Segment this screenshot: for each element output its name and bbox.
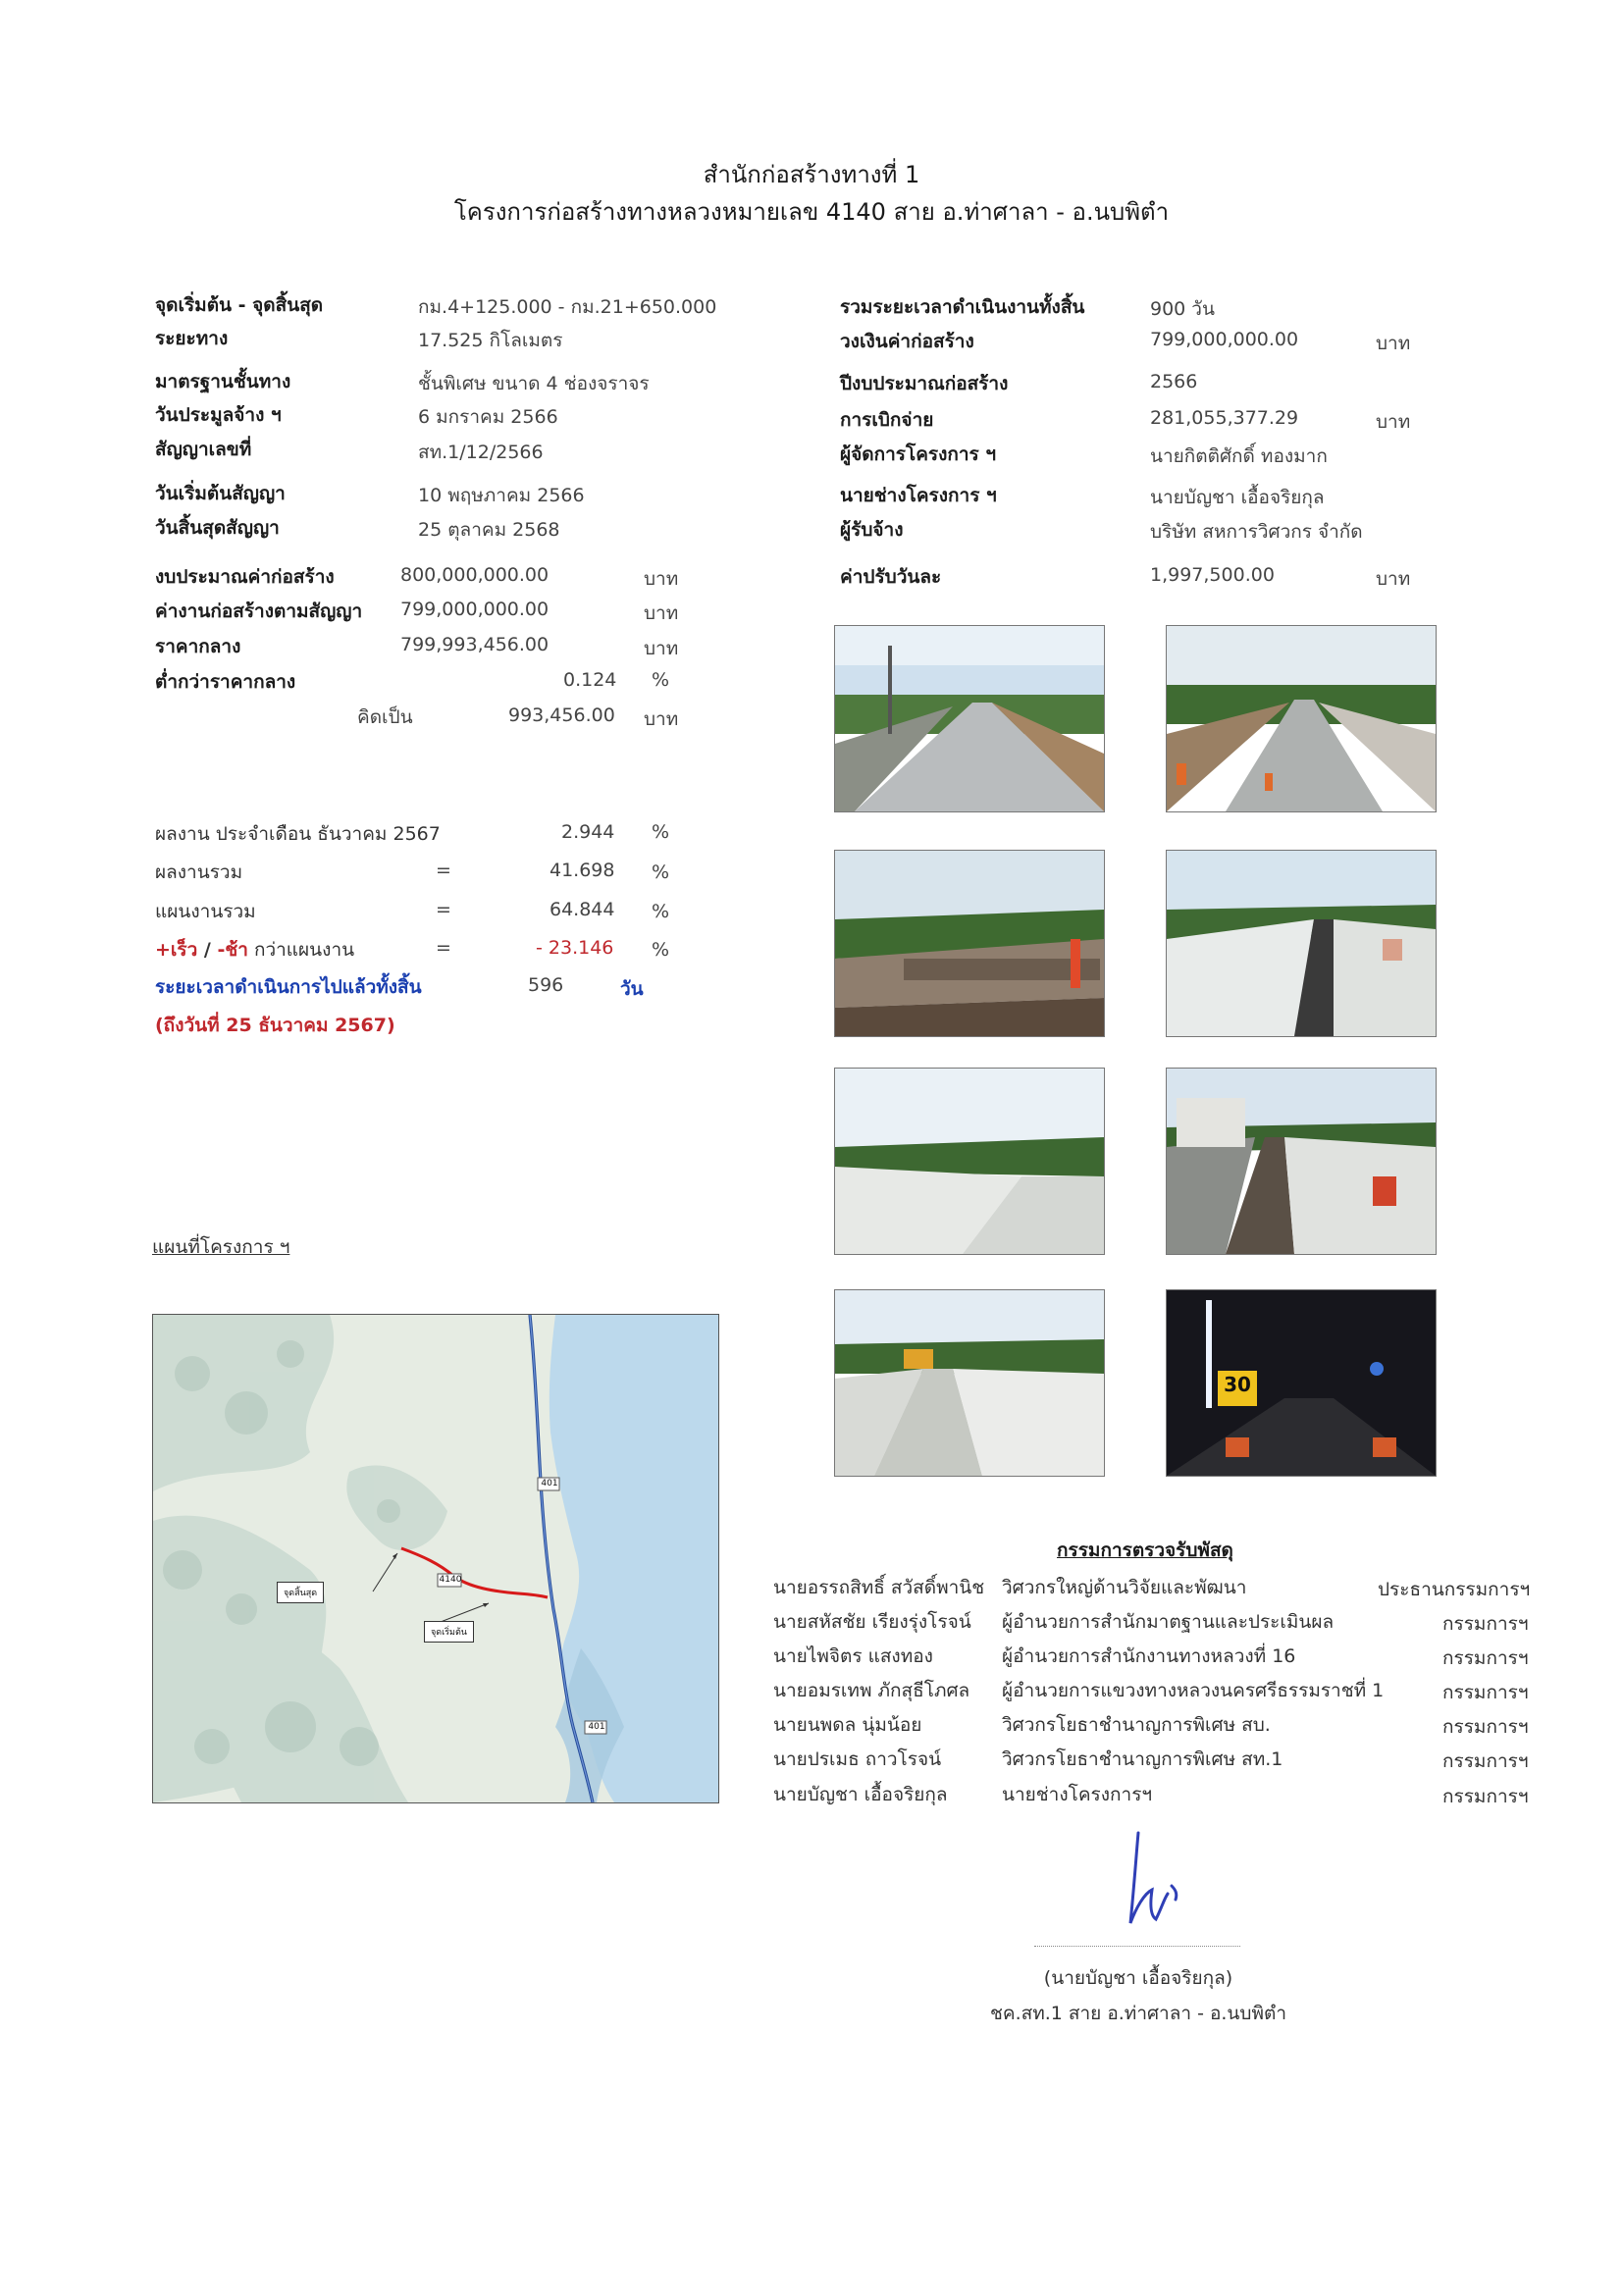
monthly-progress-pct: % (652, 821, 670, 843)
budget-label: งบประมาณค่าก่อสร้าง (155, 566, 335, 588)
site-photo-night (1166, 1289, 1437, 1477)
member-position: กรรมการฯ (1442, 1647, 1529, 1669)
info-right-value: บริษัท สหการวิศวกร จำกัด (1150, 521, 1363, 543)
info-right-label: นายช่างโครงการ ฯ (840, 485, 997, 506)
total-progress-pct: % (652, 861, 670, 883)
calc-label: คิดเป็น (357, 706, 413, 728)
info-left-label: วันเริ่มต้นสัญญา (155, 483, 286, 504)
budget-unit: % (652, 669, 670, 691)
info-right-value: 900 วัน (1150, 298, 1215, 320)
penalty-unit: บาท (1376, 568, 1411, 590)
site-photo (834, 625, 1105, 812)
member-name: นายสหัสชัย เรียงรุ่งโรจน์ (773, 1611, 971, 1633)
project-title: โครงการก่อสร้างทางหลวงหมายเลข 4140 สาย อ.ท่าศาลา - อ.นบพิตำ (453, 198, 1170, 226)
budget-unit: บาท (644, 638, 679, 659)
penalty-label: ค่าปรับวันละ (840, 566, 942, 588)
info-right-value: นายกิตติศักดิ์ ทองมาก (1150, 445, 1328, 467)
signature-line (1034, 1946, 1240, 1947)
member-role: นายช่างโครงการฯ (1002, 1784, 1153, 1805)
info-left-label: จุดเริ่มต้น - จุดสิ้นสุด (155, 294, 324, 316)
penalty-value: 1,997,500.00 (1150, 564, 1275, 586)
member-name: นายปรเมธ ถาวโรจน์ (773, 1748, 942, 1770)
map-title: แผนที่โครงการ ฯ (152, 1236, 290, 1258)
member-role: วิศวกรโยธาชำนาญการพิเศษ สท.1 (1002, 1748, 1283, 1770)
member-name: นายบัญชา เอื้อจริยกุล (773, 1784, 948, 1805)
diff-fast: +เร็ว (155, 939, 198, 961)
monthly-progress-value: 2.944 (561, 821, 615, 843)
budget-value: 799,993,456.00 (400, 634, 550, 655)
info-left-value: 10 พฤษภาคม 2566 (418, 485, 585, 506)
budget-label: ต่ำกว่าราคากลาง (155, 671, 296, 693)
total-progress-value: 41.698 (550, 860, 615, 881)
info-right-value: 799,000,000.00 (1150, 329, 1299, 350)
route-4140-label: 4140 (439, 1575, 462, 1585)
route-401-bottom-label: 401 (588, 1722, 605, 1732)
diff-pct: % (652, 939, 670, 961)
map-graphic (153, 1315, 718, 1802)
info-left-value: 25 ตุลาคม 2568 (418, 519, 560, 541)
info-right-label: วงเงินค่าก่อสร้าง (840, 331, 974, 352)
elapsed-label: ระยะเวลาดำเนินการไปแล้วทั้งสิ้น (155, 976, 422, 998)
budget-value: 800,000,000.00 (400, 564, 550, 586)
info-right-value: 2566 (1150, 371, 1198, 392)
route-401-top-label: 401 (541, 1479, 558, 1488)
info-left-value: สท.1/12/2566 (418, 442, 544, 463)
info-right-label: รวมระยะเวลาดำเนินงานทั้งสิ้น (840, 296, 1085, 318)
diff-eq: = (436, 937, 451, 959)
info-right-value: 281,055,377.29 (1150, 407, 1299, 429)
map-label-end: จุดสิ้นสุด (277, 1582, 324, 1603)
member-position: ประธานกรรมการฯ (1378, 1579, 1531, 1600)
info-right-label: ผู้รับจ้าง (840, 519, 904, 541)
total-progress-label: ผลงานรวม (155, 861, 243, 883)
info-right-unit: บาท (1376, 411, 1411, 433)
budget-unit: บาท (644, 568, 679, 590)
member-position: กรรมการฯ (1442, 1613, 1529, 1635)
site-photo (1166, 1068, 1437, 1255)
signatory-name: (นายบัญชา เอื้อจริยกุล) (1043, 1967, 1233, 1989)
site-photo (834, 850, 1105, 1037)
as-of-date: (ถึงวันที่ 25 ธันวาคม 2567) (155, 1015, 395, 1036)
member-name: นายอรรถสิทธิ์ สวัสดิ์พานิช (773, 1577, 985, 1598)
plan-eq: = (436, 899, 451, 920)
calc-unit: บาท (644, 708, 679, 730)
info-left-value: 17.525 กิโลเมตร (418, 330, 563, 351)
diff-sep: / (197, 939, 218, 961)
info-right-label: ผู้จัดการโครงการ ฯ (840, 444, 997, 465)
speed-sign-30: 30 (1224, 1373, 1251, 1396)
signatory-title: ชค.สท.1 สาย อ.ท่าศาลา - อ.นบพิตำ (989, 2003, 1287, 2024)
info-left-label: วันประมูลจ้าง ฯ (155, 404, 282, 426)
info-left-label: สัญญาเลขที่ (155, 439, 252, 460)
member-position: กรรมการฯ (1442, 1786, 1529, 1807)
signature-mark (1109, 1825, 1197, 1943)
member-position: กรรมการฯ (1442, 1750, 1529, 1772)
budget-label: ราคากลาง (155, 636, 241, 657)
info-left-label: วันสิ้นสุดสัญญา (155, 517, 280, 539)
elapsed-value: 596 (528, 974, 564, 996)
member-role: ผู้อำนวยการแขวงทางหลวงนครศรีธรรมราชที่ 1 (1002, 1680, 1385, 1701)
diff-slow: -ช้า (217, 939, 248, 961)
budget-value: 0.124 (563, 669, 617, 691)
info-left-value: ชั้นพิเศษ ขนาด 4 ช่องจราจร (418, 373, 650, 394)
member-role: ผู้อำนวยการสำนักงานทางหลวงที่ 16 (1002, 1645, 1296, 1667)
site-photo (834, 1289, 1105, 1477)
site-photo (1166, 625, 1437, 812)
info-left-value: กม.4+125.000 - กม.21+650.000 (418, 296, 717, 318)
budget-label: ค่างานก่อสร้างตามสัญญา (155, 600, 363, 622)
member-name: นายนพดล นุ่มน้อย (773, 1714, 922, 1736)
total-eq: = (436, 860, 451, 881)
member-name: นายไพจิตร แสงทอง (773, 1645, 933, 1667)
info-left-label: ระยะทาง (155, 328, 229, 349)
budget-value: 799,000,000.00 (400, 599, 550, 620)
plan-progress-pct: % (652, 901, 670, 922)
committee-title: กรรมการตรวจรับพัสดุ (1057, 1539, 1233, 1561)
budget-unit: บาท (644, 602, 679, 624)
diff-rest: กว่าแผนงาน (247, 939, 355, 961)
member-role: วิศวกรใหญ่ด้านวิจัยและพัฒนา (1002, 1577, 1247, 1598)
member-role: วิศวกรโยธาชำนาญการพิเศษ สบ. (1002, 1714, 1271, 1736)
member-name: นายอมรเทพ ภักสุธีโภศล (773, 1680, 970, 1701)
diff-label (155, 935, 354, 965)
info-right-value: นายบัญชา เอื้อจริยกุล (1150, 487, 1325, 508)
member-position: กรรมการฯ (1442, 1682, 1529, 1703)
info-right-label: ปีงบประมาณก่อสร้าง (840, 373, 1009, 394)
member-position: กรรมการฯ (1442, 1716, 1529, 1738)
info-left-label: มาตรฐานชั้นทาง (155, 371, 291, 392)
diff-value: - 23.146 (536, 937, 614, 959)
site-photo (1166, 850, 1437, 1037)
info-left-value: 6 มกราคม 2566 (418, 406, 558, 428)
calc-value: 993,456.00 (508, 704, 615, 726)
monthly-progress-label: ผลงาน ประจำเดือน ธันวาคม 2567 (155, 823, 441, 845)
plan-progress-label: แผนงานรวม (155, 901, 256, 922)
info-right-unit: บาท (1376, 333, 1411, 354)
map-label-start: จุดเริ่มต้น (424, 1621, 474, 1643)
plan-progress-value: 64.844 (550, 899, 615, 920)
office-title: สำนักก่อสร้างทางที่ 1 (703, 161, 920, 188)
elapsed-unit: วัน (620, 978, 644, 1000)
member-role: ผู้อำนวยการสำนักมาตฐานและประเมินผล (1002, 1611, 1335, 1633)
info-right-label: การเบิกจ่าย (840, 409, 934, 431)
site-photo (834, 1068, 1105, 1255)
project-map (152, 1314, 719, 1803)
